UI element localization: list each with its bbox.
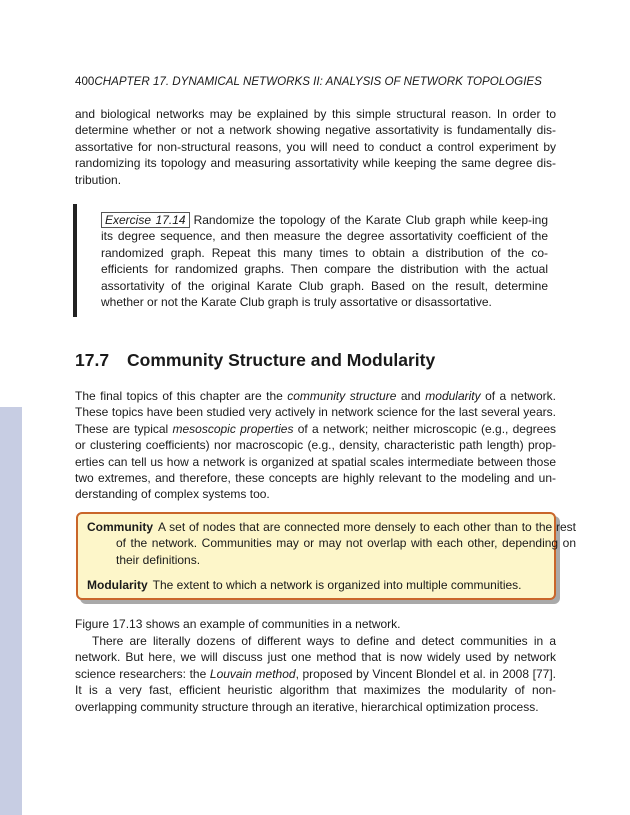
definition-box bbox=[76, 512, 576, 600]
section-title: Community Structure and Modularity bbox=[127, 350, 436, 370]
term-mesoscopic-properties: mesoscopic properties bbox=[172, 421, 294, 436]
definition-modularity bbox=[87, 577, 576, 593]
definition-term: Modularity bbox=[87, 578, 148, 592]
definition-term: Community bbox=[87, 520, 153, 534]
text-run: The final topics of this chapter are the bbox=[75, 389, 288, 403]
paragraph-louvain bbox=[75, 633, 556, 715]
exercise-label: Exercise 17.14 bbox=[101, 212, 190, 228]
term-louvain-method: Louvain method bbox=[209, 666, 296, 681]
term-modularity: modularity bbox=[425, 389, 481, 403]
chapter-title: CHAPTER 17. DYNAMICAL NETWORKS II: ANALYSIS OF NETWORK TOPOLOGIES bbox=[94, 75, 542, 88]
running-header bbox=[75, 75, 570, 88]
definition-community bbox=[87, 519, 576, 568]
side-margin-band bbox=[0, 407, 22, 815]
text-run: There are literally dozens of different ways to define and detect communities in a network. But here, we will discuss just one method that is now widely used by network science researchers: the bbox=[75, 634, 556, 681]
exercise-box bbox=[73, 204, 550, 317]
definition-text: The extent to which a network is organized into multiple communities. bbox=[152, 578, 522, 592]
exercise-text-block bbox=[101, 212, 548, 310]
text-run: of a network; neither microscopic (e.g., degrees or clustering coefficients) nor macroscopic (e.g., density, characteristic path length) prop-erties can tell us how a network is organized at spatial scales intermediate between those two extremes, and therefore, these concepts are highly relevant to the modeling and un-derstanding of complex systems too. bbox=[75, 421, 556, 502]
paragraph-figure-ref: Figure 17.13 shows an example of communities in a network. bbox=[75, 617, 401, 631]
exercise-body: Randomize the topology of the Karate Club graph while keep-ing its degree sequence, and then measure the degree assortativity coefficient of the randomized graph. Repeat this many times to obtain a distribution of the co-efficients for randomized graphs. Then compare the distribution with the actual assortativity of the original Karate Club graph. Based on the result, determine whether or not the Karate Club graph is truly assortative or disassortative. bbox=[101, 213, 548, 310]
text-run: of a network. These topics have been studied very actively in network science for the last several years. These are typical bbox=[75, 389, 556, 436]
paragraph-intro: and biological networks may be explained by this simple structural reason. In order to determine whether or not a network showing negative assortativity is fundamentally dis-assortative for non-structural reasons, you will need to conduct a control experiment by randomizing its topology and measuring assortativity while keeping the same degree dis-tribution. bbox=[75, 107, 556, 187]
definition-text: A set of nodes that are connected more densely to each other than to the rest of the network. Communities may or may not overlap with each other, depending on their definitions. bbox=[116, 520, 576, 567]
paragraph-community-intro bbox=[75, 388, 556, 503]
text-run: and bbox=[396, 389, 426, 403]
page-number: 400 bbox=[75, 75, 95, 88]
section-number: 17.7 bbox=[75, 350, 110, 370]
term-community-structure: community structure bbox=[287, 389, 397, 403]
section-heading bbox=[75, 350, 435, 371]
text-run: , proposed by Vincent Blondel et al. in 2008 [77]. It is a very fast, efficient heuristic algorithm that maximizes the modularity of non-overlapping community structure through an iterative, hierarchical optimization process. bbox=[75, 666, 556, 714]
